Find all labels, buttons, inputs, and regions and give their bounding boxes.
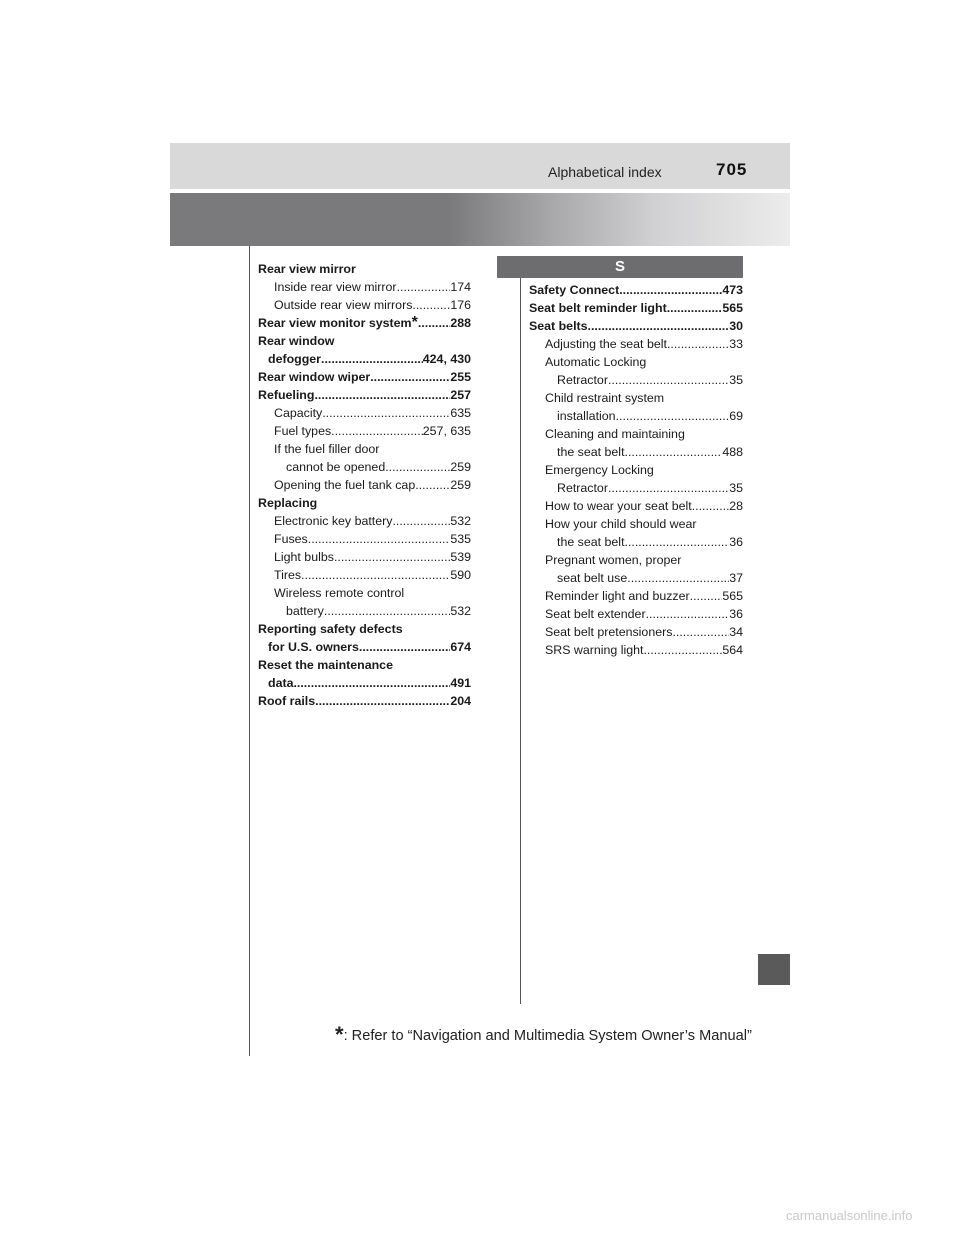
index-entry bbox=[258, 422, 471, 440]
index-entry-page: 491 bbox=[450, 676, 471, 690]
index-entry-page: 28 bbox=[729, 499, 743, 513]
dot-leader bbox=[415, 476, 450, 494]
dot-leader bbox=[370, 368, 450, 386]
index-entry bbox=[258, 638, 471, 656]
index-entry bbox=[258, 440, 471, 458]
index-entry-page: 565 bbox=[722, 301, 743, 315]
index-entry bbox=[529, 461, 743, 479]
index-entry-label: the seat belt bbox=[557, 535, 625, 549]
index-entry-label: for U.S. owners bbox=[268, 640, 359, 654]
dot-leader bbox=[690, 587, 723, 605]
index-entry bbox=[529, 587, 743, 605]
dot-leader bbox=[692, 497, 730, 515]
index-entry-page: 257, 635 bbox=[422, 424, 471, 438]
index-entry-page: 30 bbox=[729, 319, 743, 333]
index-entry-page: 635 bbox=[450, 406, 471, 420]
index-entry-label: Wireless remote control bbox=[274, 586, 405, 600]
index-entry bbox=[529, 425, 743, 443]
index-entry-label: battery bbox=[286, 604, 324, 618]
dot-leader bbox=[308, 530, 451, 548]
index-entry-label: Electronic key battery bbox=[274, 514, 393, 528]
index-entry-label: Automatic Locking bbox=[545, 355, 647, 369]
dot-leader bbox=[359, 638, 450, 656]
index-entry-label: Retractor bbox=[557, 481, 608, 495]
index-entry-label: If the fuel filler door bbox=[274, 442, 380, 456]
dot-leader bbox=[331, 422, 423, 440]
index-entry-label: Reminder light and buzzer bbox=[545, 589, 690, 603]
index-entry-label: Inside rear view mirror bbox=[274, 280, 397, 294]
section-title: Alphabetical index bbox=[548, 164, 662, 180]
index-entry-label: Capacity bbox=[274, 406, 323, 420]
index-column-left bbox=[258, 260, 471, 710]
index-entry-label: Seat belt reminder light bbox=[529, 301, 667, 315]
index-entry bbox=[258, 386, 471, 404]
dot-leader bbox=[643, 641, 722, 659]
index-entry-page: 69 bbox=[729, 409, 743, 423]
index-entry-label: Cleaning and maintaining bbox=[545, 427, 685, 441]
index-entry bbox=[529, 407, 743, 425]
header-bar bbox=[170, 143, 790, 189]
index-entry bbox=[258, 458, 471, 476]
index-entry-label: How your child should wear bbox=[545, 517, 697, 531]
index-entry bbox=[529, 569, 743, 587]
dot-leader bbox=[672, 623, 729, 641]
index-entry bbox=[258, 584, 471, 602]
footnote bbox=[335, 1022, 752, 1048]
dot-leader bbox=[315, 692, 450, 710]
index-entry-page: 674 bbox=[450, 640, 471, 654]
index-entry bbox=[258, 548, 471, 566]
column-divider bbox=[520, 278, 521, 1004]
index-entry bbox=[258, 692, 471, 710]
index-entry bbox=[529, 389, 743, 407]
dot-leader bbox=[293, 674, 450, 692]
index-entry bbox=[529, 515, 743, 533]
dot-leader bbox=[397, 278, 451, 296]
dot-leader bbox=[314, 386, 450, 404]
index-entry-page: 535 bbox=[450, 532, 471, 546]
index-entry bbox=[529, 443, 743, 461]
index-entry bbox=[529, 641, 743, 659]
index-entry bbox=[529, 533, 743, 551]
index-entry-label: Rear view mirror bbox=[258, 262, 356, 276]
index-entry bbox=[258, 368, 471, 386]
index-entry-label: Rear window bbox=[258, 334, 335, 348]
watermark: carmanualsonline.info bbox=[786, 1208, 913, 1223]
index-entry-label: Reset the maintenance bbox=[258, 658, 393, 672]
index-entry-page: 176 bbox=[450, 298, 471, 312]
index-entry-label: Retractor bbox=[557, 373, 608, 387]
dot-leader bbox=[334, 548, 450, 566]
dot-leader bbox=[588, 317, 730, 335]
index-entry-page: 473 bbox=[722, 283, 743, 297]
index-entry-page: 539 bbox=[450, 550, 471, 564]
index-entry-label: Reporting safety defects bbox=[258, 622, 403, 636]
dot-leader bbox=[412, 296, 450, 314]
index-entry-label: Adjusting the seat belt bbox=[545, 337, 667, 351]
header-gradient-band bbox=[170, 193, 790, 246]
dot-leader bbox=[667, 335, 729, 353]
index-entry-page: 35 bbox=[729, 373, 743, 387]
index-entry-page: 174 bbox=[450, 280, 471, 294]
index-entry-page: 424, 430 bbox=[422, 352, 471, 366]
index-entry-label: Seat belts bbox=[529, 319, 588, 333]
index-entry-page: 257 bbox=[450, 388, 471, 402]
index-entry-label: How to wear your seat belt bbox=[545, 499, 692, 513]
left-margin-rule bbox=[249, 246, 250, 1056]
index-entry-page: 37 bbox=[729, 571, 743, 585]
index-entry-page: 204 bbox=[450, 694, 471, 708]
footnote-text: : Refer to “Navigation and Multimedia System Owner’s Manual” bbox=[343, 1028, 752, 1044]
dot-leader bbox=[616, 407, 730, 425]
index-entry-label: Seat belt extender bbox=[545, 607, 646, 621]
index-column-right bbox=[529, 281, 743, 659]
index-entry bbox=[529, 479, 743, 497]
section-letter-s: S bbox=[497, 256, 743, 278]
index-entry-page: 564 bbox=[722, 643, 743, 657]
index-entry-label: Replacing bbox=[258, 496, 318, 510]
dot-leader bbox=[646, 605, 730, 623]
index-entry-page: 34 bbox=[729, 625, 743, 639]
index-entry bbox=[258, 332, 471, 350]
index-entry bbox=[258, 656, 471, 674]
index-entry bbox=[258, 278, 471, 296]
index-entry bbox=[529, 497, 743, 515]
dot-leader bbox=[608, 371, 729, 389]
dot-leader bbox=[385, 458, 450, 476]
index-entry-page: 259 bbox=[450, 460, 471, 474]
page-number: 705 bbox=[716, 160, 748, 179]
dot-leader bbox=[392, 512, 450, 530]
index-entry-page: 532 bbox=[450, 514, 471, 528]
index-entry-label: Safety Connect bbox=[529, 283, 620, 297]
dot-leader bbox=[418, 314, 451, 332]
dot-leader bbox=[627, 569, 729, 587]
index-entry-label: Child restraint system bbox=[545, 391, 665, 405]
index-entry-label: Emergency Locking bbox=[545, 463, 654, 477]
index-entry bbox=[258, 350, 471, 368]
index-entry-label: Seat belt pretensioners bbox=[545, 625, 673, 639]
index-entry-label: Tires bbox=[274, 568, 302, 582]
index-entry-label: Roof rails bbox=[258, 694, 316, 708]
dot-leader bbox=[625, 533, 730, 551]
index-entry bbox=[258, 512, 471, 530]
index-entry: Rear view monitor system * ..... 288 bbox=[258, 314, 471, 332]
index-entry-label: data bbox=[268, 676, 294, 690]
index-entry bbox=[258, 674, 471, 692]
index-entry bbox=[529, 551, 743, 569]
index-entry-page: 255 bbox=[450, 370, 471, 384]
index-entry-label: the seat belt bbox=[557, 445, 625, 459]
index-entry-page: 35 bbox=[729, 481, 743, 495]
index-entry-label: Refueling bbox=[258, 388, 315, 402]
index-entry bbox=[258, 620, 471, 638]
index-entry bbox=[258, 296, 471, 314]
index-entry bbox=[258, 260, 471, 278]
index-entry-page: 259 bbox=[450, 478, 471, 492]
index-entry bbox=[529, 335, 743, 353]
index-entry-label: Rear window wiper bbox=[258, 370, 371, 384]
index-entry bbox=[258, 476, 471, 494]
index-entry-label: seat belt use bbox=[557, 571, 628, 585]
index-entry-label: Fuses bbox=[274, 532, 308, 546]
index-entry bbox=[258, 494, 471, 512]
index-entry bbox=[529, 317, 743, 335]
dot-leader bbox=[608, 479, 729, 497]
index-entry-page: 36 bbox=[729, 535, 743, 549]
dot-leader bbox=[322, 404, 450, 422]
index-entry-page: 532 bbox=[450, 604, 471, 618]
dot-leader bbox=[625, 443, 723, 461]
index-entry bbox=[529, 623, 743, 641]
dot-leader bbox=[324, 602, 450, 620]
index-entry-page: 36 bbox=[729, 607, 743, 621]
dot-leader bbox=[667, 299, 723, 317]
index-entry bbox=[258, 602, 471, 620]
chapter-tab-marker bbox=[758, 954, 790, 985]
index-entry bbox=[529, 371, 743, 389]
index-entry-label: Outside rear view mirrors bbox=[274, 298, 413, 312]
index-entry-label: Light bulbs bbox=[274, 550, 334, 564]
index-entry bbox=[258, 566, 471, 584]
index-entry bbox=[258, 404, 471, 422]
index-entry bbox=[529, 281, 743, 299]
dot-leader bbox=[301, 566, 450, 584]
dot-leader bbox=[321, 350, 423, 368]
index-entry bbox=[529, 605, 743, 623]
footnote-asterisk: * bbox=[335, 1022, 344, 1047]
index-entry-label: installation bbox=[557, 409, 616, 423]
index-entry-label: Opening the fuel tank cap bbox=[274, 478, 416, 492]
index-entry-label: Rear view monitor system bbox=[258, 316, 412, 330]
index-entry-page: 590 bbox=[450, 568, 471, 582]
index-entry bbox=[258, 530, 471, 548]
index-entry-page: 488 bbox=[722, 445, 743, 459]
index-entry bbox=[529, 353, 743, 371]
index-entry bbox=[529, 299, 743, 317]
index-entry-label: cannot be opened bbox=[286, 460, 386, 474]
index-entry-page: 565 bbox=[722, 589, 743, 603]
index-entry-page: 288 bbox=[450, 316, 471, 330]
index-entry-label: SRS warning light bbox=[545, 643, 644, 657]
index-entry-label: defogger bbox=[268, 352, 322, 366]
index-entry-label: Fuel types bbox=[274, 424, 332, 438]
index-entry-label: Pregnant women, proper bbox=[545, 553, 682, 567]
index-entry-page: 33 bbox=[729, 337, 743, 351]
dot-leader bbox=[619, 281, 722, 299]
